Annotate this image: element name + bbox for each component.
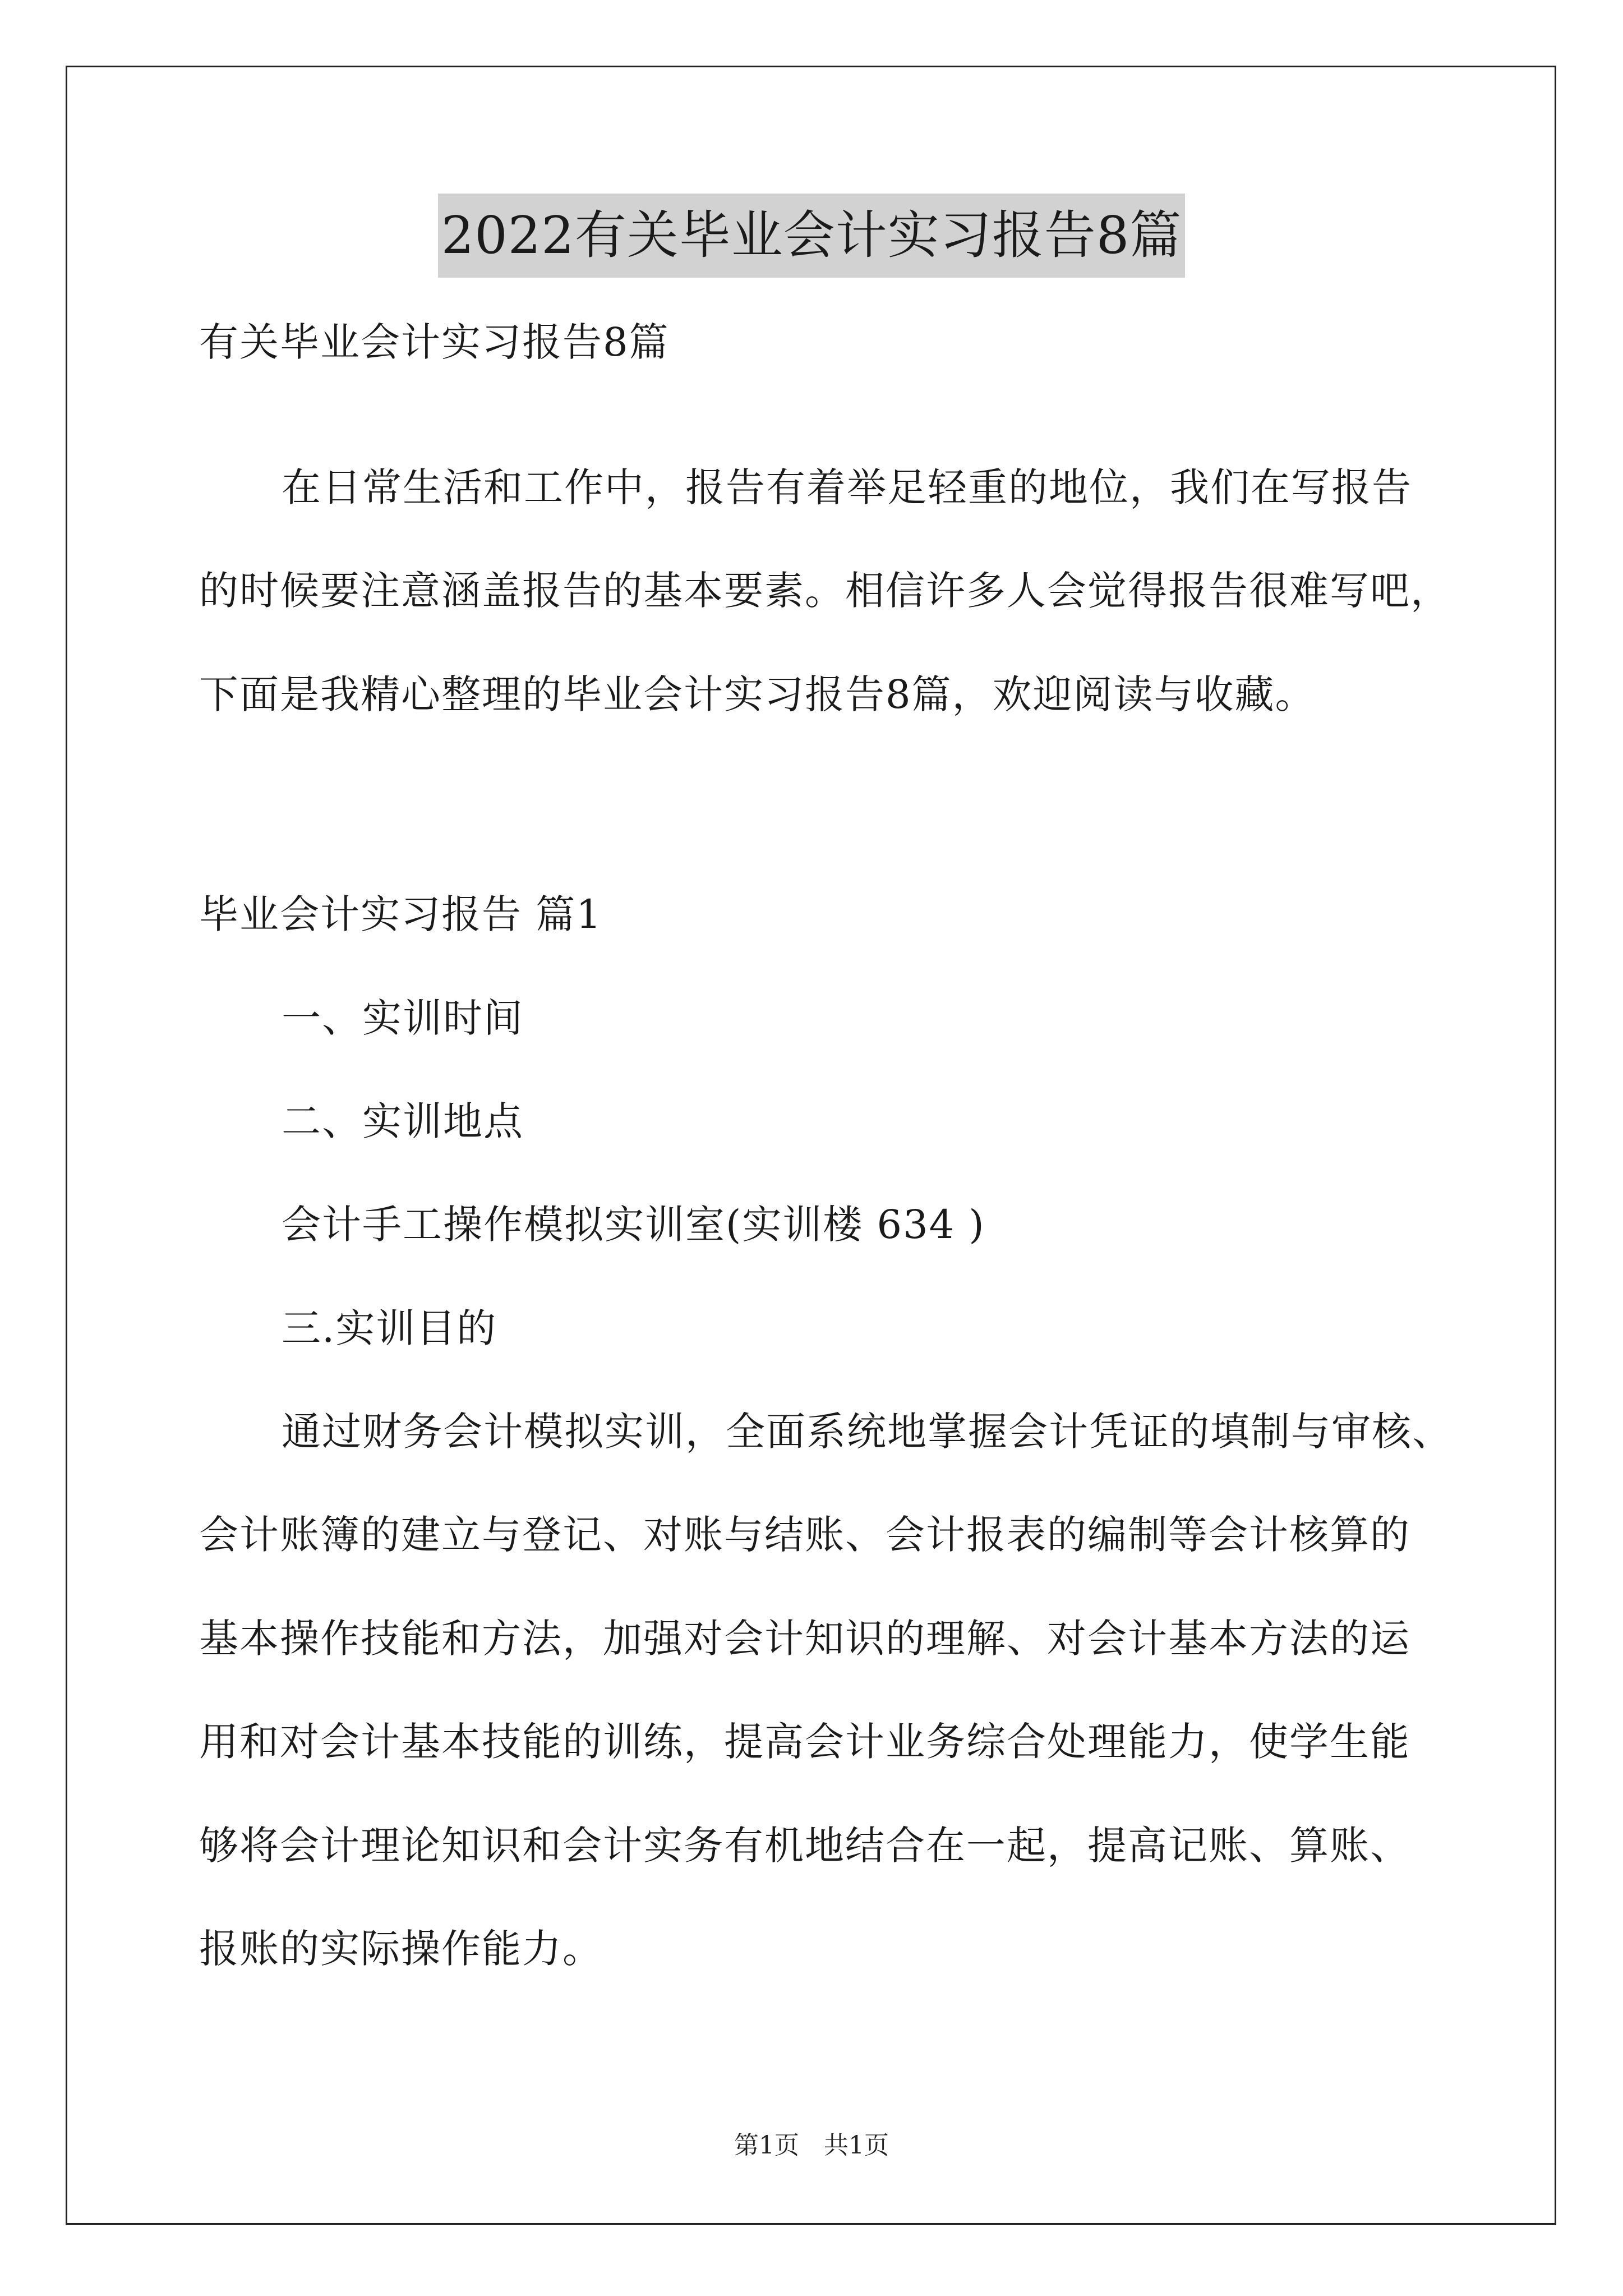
body-line-3: 基本操作技能和方法，加强对会计知识的理解、对会计基本方法的运 bbox=[199, 1616, 1410, 1662]
intro-line-1: 在日常生活和工作中，报告有着举足轻重的地位，我们在写报告 bbox=[282, 464, 1412, 510]
page-footer: 第1页 共1页 bbox=[734, 2131, 889, 2160]
item-training-purpose: 三.实训目的 bbox=[282, 1305, 497, 1351]
body-line-1: 通过财务会计模拟实训，全面系统地掌握会计凭证的填制与审核、 bbox=[282, 1409, 1453, 1455]
section-heading: 毕业会计实习报告 篇1 bbox=[199, 891, 602, 937]
item-training-location: 二、实训地点 bbox=[282, 1098, 524, 1144]
body-line-5: 够将会计理论知识和会计实务有机地结合在一起，提高记账、算账、 bbox=[199, 1823, 1410, 1869]
document-title: 2022有关毕业会计实习报告8篇 bbox=[438, 194, 1186, 278]
body-line-2: 会计账簿的建立与登记、对账与结账、会计报表的编制等会计核算的 bbox=[199, 1512, 1410, 1558]
item-training-time: 一、实训时间 bbox=[282, 995, 524, 1041]
item-location-detail: 会计手工操作模拟实训室(实训楼 634 ) bbox=[282, 1202, 985, 1248]
title-container bbox=[0, 194, 1623, 278]
intro-line-2: 的时候要注意涵盖报告的基本要素。相信许多人会觉得报告很难写吧， bbox=[199, 568, 1451, 614]
body-line-4: 用和对会计基本技能的训练，提高会计业务综合处理能力，使学生能 bbox=[199, 1719, 1410, 1765]
document-subtitle: 有关毕业会计实习报告8篇 bbox=[199, 319, 670, 365]
intro-line-3: 下面是我精心整理的毕业会计实习报告8篇，欢迎阅读与收藏。 bbox=[199, 671, 1316, 717]
body-line-6: 报账的实际操作能力。 bbox=[199, 1926, 603, 1972]
